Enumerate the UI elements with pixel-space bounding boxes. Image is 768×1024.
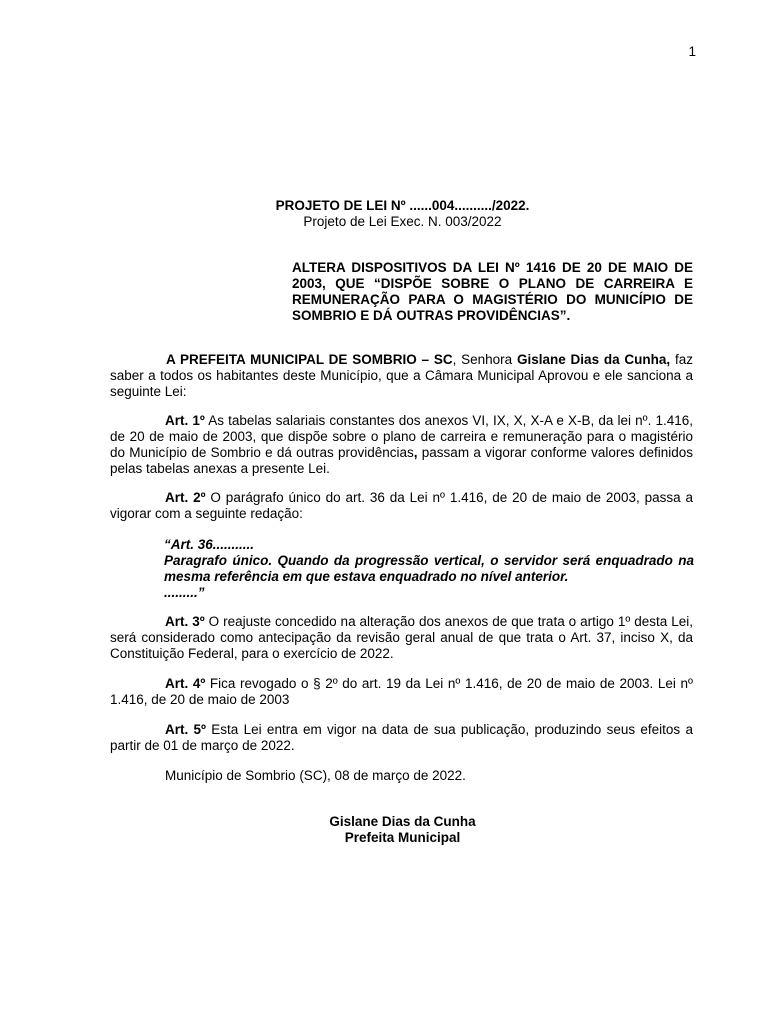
article-5-label: Art. 5º bbox=[165, 722, 206, 737]
article-2-text: O parágrafo único do art. 36 da Lei nº 1.416, de 20 de maio de 2003, passa a vigorar com a seguinte redação: bbox=[110, 490, 693, 521]
signer-name: Gislane Dias da Cunha bbox=[329, 814, 476, 829]
article-2 bbox=[110, 490, 693, 522]
article-1-text-b: passam a vigorar conforme valores definidos pelas tabelas anexas a presente Lei. bbox=[110, 445, 693, 476]
preamble-paragraph bbox=[110, 352, 693, 400]
page-number: 1 bbox=[688, 44, 696, 59]
place-date-text: Município de Sombrio (SC), 08 de março de 2022. bbox=[165, 768, 466, 783]
article-1 bbox=[110, 413, 693, 477]
article-5-text: Esta Lei entra em vigor na data de sua publicação, produzindo seus efeitos a partir de 01 de março de 2022. bbox=[110, 722, 693, 753]
bill-subtitle: Projeto de Lei Exec. N. 003/2022 bbox=[303, 214, 502, 229]
article-3-label: Art. 3º bbox=[165, 614, 205, 629]
article-4-text: Fica revogado o § 2º do art. 19 da Lei nº 1.416, de 20 de maio de 2003. Lei nº 1.416, de 20 de maio de 2003 bbox=[110, 676, 693, 707]
article-4 bbox=[110, 676, 693, 708]
place-date bbox=[110, 768, 693, 784]
quote-line-1: “Art. 36........... bbox=[164, 537, 255, 552]
article-1-label: Art. 1º bbox=[165, 413, 205, 428]
article-5 bbox=[110, 722, 693, 754]
quoted-article-36 bbox=[164, 537, 694, 601]
preamble-mid: , Senhora bbox=[452, 352, 517, 367]
quote-line-3: .........” bbox=[164, 585, 205, 600]
preamble-lead: A PREFEITA MUNICIPAL DE SOMBRIO – SC bbox=[166, 352, 453, 367]
ementa: ALTERA DISPOSITIVOS DA LEI Nº 1416 DE 20 DE MAIO DE 2003, QUE “DISPÕE SOBRE O PLANO DE CARREIRA E REMUNERAÇÃO PARA O MAGISTÉRIO DO MUNICÍPIO DE SOMBRIO E DÁ OUTRAS PROVIDÊNCIAS”. bbox=[292, 260, 693, 323]
quote-line-2: Paragrafo único. Quando da progressão vertical, o servidor será enquadrado na mesma referência em que estava enquadrado no nível anterior. bbox=[164, 553, 694, 584]
signer-title: Prefeita Municipal bbox=[344, 830, 461, 845]
article-3 bbox=[110, 614, 693, 662]
article-1-text-a: As tabelas salariais constantes dos anexos VI, IX, X, X-A e X-B, da lei nº. 1.416, de 20 de maio de 2003, que dispõe sobre o plano de carreira e remuneração para o magistério do Município de Sombrio e dá outras providências bbox=[110, 413, 693, 460]
article-4-label: Art. 4º bbox=[165, 676, 206, 691]
preamble-rest: faz saber a todos os habitantes deste Município, que a Câmara Municipal Aprovou e ele sanciona a seguinte Lei: bbox=[110, 352, 693, 399]
preamble-name: Gislane Dias da Cunha, bbox=[516, 352, 671, 367]
article-2-label: Art. 2º bbox=[165, 490, 206, 505]
bill-title: PROJETO DE LEI Nº ......004........../2022. bbox=[275, 198, 530, 213]
article-3-text: O reajuste concedido na alteração dos anexos de que trata o artigo 1º desta Lei, será considerado como antecipação da revisão geral anual de que trata o Art. 37, inciso X, da Constituição Federal, para o exercício de 2022. bbox=[110, 614, 693, 661]
article-1-comma: , bbox=[413, 445, 418, 460]
